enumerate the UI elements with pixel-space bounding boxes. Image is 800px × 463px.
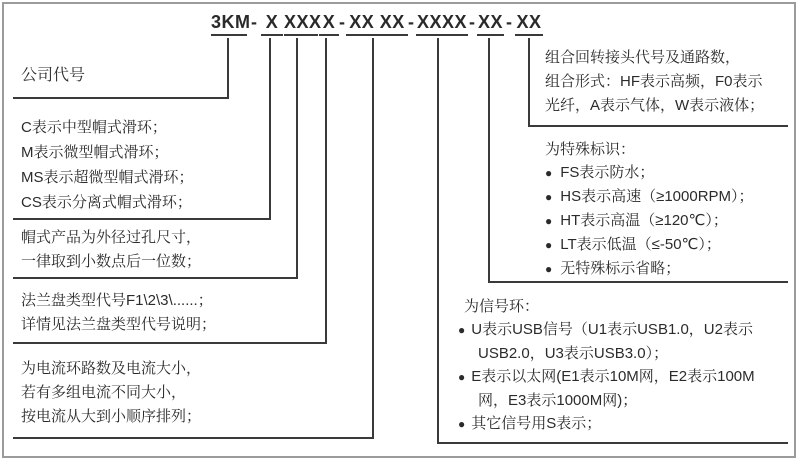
- rule-rotary: [528, 125, 788, 127]
- flange-line: 法兰盘类型代号F1\2\3\......；: [21, 292, 213, 309]
- rotary-line: 组合回转接头代号及通路数，: [545, 49, 741, 66]
- block-flange-type: [21, 289, 216, 337]
- rule-flange: [13, 342, 327, 344]
- bullet-icon: ●: [458, 417, 466, 431]
- signal-rings-heading: 为信号环：: [464, 298, 540, 315]
- model-separator: -: [251, 12, 257, 32]
- size-line: 帽式产品为外径过孔尺寸，: [21, 229, 202, 246]
- connector-line-current: [372, 38, 374, 439]
- rule-company: [13, 97, 229, 99]
- bullet-icon: ●: [458, 323, 466, 337]
- model-separator: -: [506, 12, 512, 32]
- model-segment-rotary: XX: [515, 10, 543, 36]
- signal-text: E表示以太网(E1表示10M网，E2表示100M: [471, 368, 755, 385]
- model-separator: -: [408, 12, 414, 32]
- connector-line-flange: [325, 38, 327, 344]
- connector-line-size: [296, 38, 298, 279]
- signal-item: [458, 412, 755, 436]
- block-cap-product-size: [21, 226, 201, 274]
- model-segment-size: XXX: [284, 10, 318, 36]
- signal-item-continuation: [458, 389, 755, 412]
- connector-line-rotary: [528, 38, 530, 127]
- cap-type-line: MS表示超微型帽式滑环；: [21, 169, 194, 186]
- rule-signal: [437, 442, 788, 444]
- current-line: 为电流环路数及电流大小，: [21, 360, 202, 377]
- special-mark-text: HS表示高速（≥1000RPM）；: [560, 188, 754, 205]
- flange-line: 详情见法兰盘类型代号说明；: [21, 316, 217, 333]
- signal-text: 其它信号用S表示；: [471, 415, 602, 432]
- special-mark-item: [545, 209, 754, 233]
- bullet-icon: ●: [545, 166, 553, 180]
- signal-text: USB2.0，U3表示USB3.0）；: [478, 345, 669, 362]
- current-line: 若有多组电流不同大小，: [21, 384, 187, 401]
- model-segment-flange: X: [319, 10, 339, 36]
- rule-type: [13, 218, 271, 220]
- model-segment-current: XX XX: [346, 10, 408, 36]
- bullet-icon: ●: [458, 370, 466, 384]
- special-mark-item: [545, 185, 754, 209]
- cap-type-line: CS表示分离式帽式滑环；: [21, 194, 192, 211]
- model-segment-type: X: [261, 10, 283, 36]
- signal-item-continuation: [458, 342, 755, 365]
- block-current-loops: [21, 357, 201, 429]
- block-company-code: [21, 64, 85, 88]
- bullet-icon: ●: [545, 190, 553, 204]
- bullet-icon: ●: [545, 262, 553, 276]
- current-line: 按电流从大到小顺序排列；: [21, 408, 202, 425]
- special-mark-item: [545, 233, 754, 257]
- rule-current: [13, 437, 374, 439]
- size-line: 一律取到小数点后一位数；: [21, 253, 202, 270]
- special-mark-item: [545, 161, 754, 185]
- signal-text: U表示USB信号（U1表示USB1.0，U2表示: [471, 321, 753, 338]
- special-marks-heading: 为特殊标识：: [545, 141, 636, 158]
- connector-line-company: [227, 38, 229, 99]
- cap-type-line: M表示微型帽式滑环；: [21, 144, 169, 161]
- cap-type-line: C表示中型帽式滑环；: [21, 119, 167, 136]
- rule-size: [13, 277, 298, 279]
- connector-line-special: [488, 38, 490, 283]
- bullet-icon: ●: [545, 238, 553, 252]
- special-mark-text: 无特殊标示省略；: [560, 260, 681, 277]
- rule-special: [488, 281, 788, 283]
- special-mark-text: FS表示防水；: [560, 164, 655, 181]
- block-special-marks: [545, 138, 754, 281]
- special-mark-text: HT表示高温（≥120℃）；: [560, 212, 728, 229]
- connector-line-signal: [437, 38, 439, 444]
- rotary-line: 光纤，A表示气体，W表示液体；: [545, 97, 765, 114]
- connector-line-type: [269, 38, 271, 220]
- block-rotary-joint: [545, 46, 764, 118]
- bullet-icon: ●: [545, 214, 553, 228]
- signal-item: [458, 318, 755, 342]
- special-mark-text: LT表示低温（≤-50℃）；: [560, 236, 721, 253]
- label-company-code: 公司代号: [21, 67, 86, 84]
- block-signal-rings: [458, 295, 755, 436]
- rotary-line: 组合形式：HF表示高频，F0表示: [545, 73, 763, 90]
- model-segment-company: 3KM: [211, 10, 247, 36]
- model-separator: -: [469, 12, 475, 32]
- signal-text: 网，E3表示1000M网)；: [478, 392, 638, 409]
- model-segment-signal: XXXX: [416, 10, 468, 36]
- signal-item: [458, 365, 755, 389]
- special-mark-item: [545, 257, 754, 281]
- model-separator: -: [339, 12, 345, 32]
- model-segment-special: XX: [477, 10, 504, 36]
- block-cap-slip-ring-types: [21, 115, 194, 215]
